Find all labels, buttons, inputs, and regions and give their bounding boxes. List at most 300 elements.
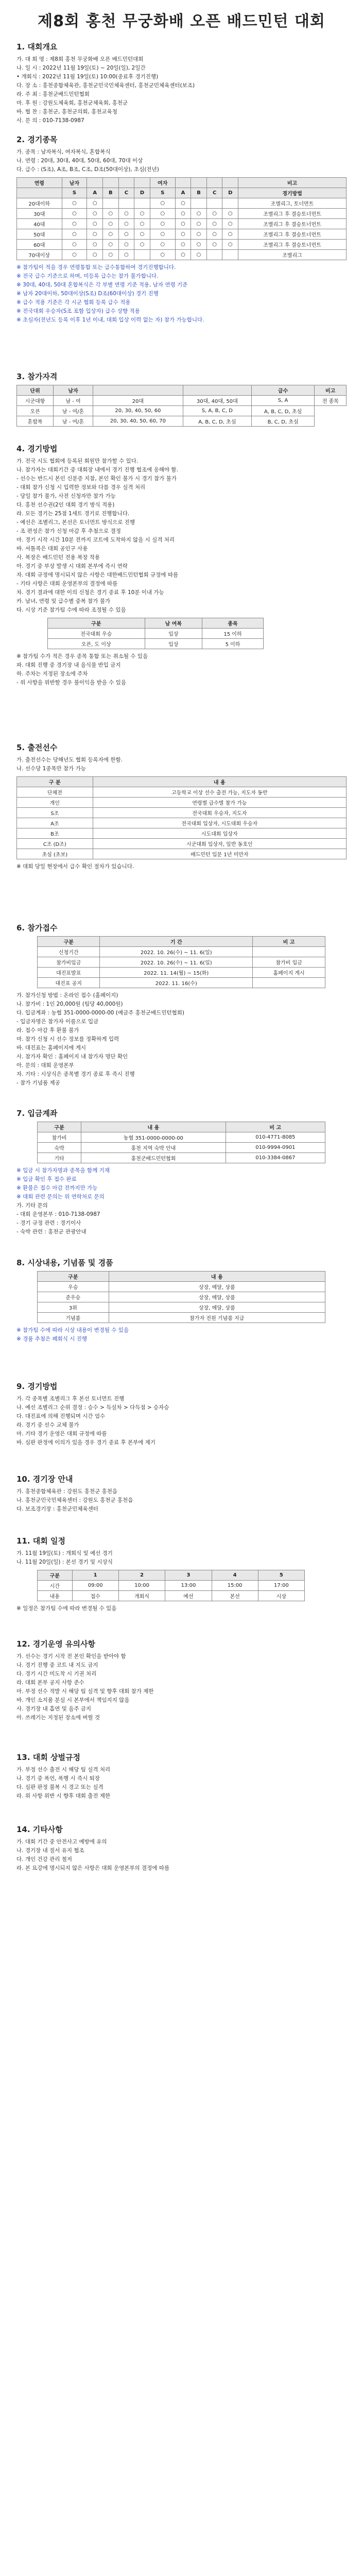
text-line: 마. 참가 신청 시 선수 정보를 정확하게 입력	[16, 1036, 119, 1042]
table-row	[38, 947, 325, 957]
table-cell: S, A	[251, 396, 315, 406]
text-line: 나. 예선 조별리그 순위 결정 : 승수 > 득실차 > 다득점 > 승자승	[16, 1404, 169, 1411]
table-cell: 20, 30, 40, 50, 60	[93, 406, 183, 416]
table-row	[17, 416, 347, 427]
table-cell: 기 간	[100, 937, 253, 947]
table-cell: S	[150, 188, 175, 198]
text-line: 가. 부정 선수 출전 시 해당 팀 실격 처리	[16, 1767, 111, 1773]
table-cell: 개인	[17, 798, 93, 808]
table-cell	[102, 178, 118, 188]
table-cell: A	[87, 188, 103, 198]
table-cell: S조	[17, 808, 93, 818]
text-line: - 기타 사항은 대회 운영본부의 결정에 따름	[16, 581, 118, 587]
table-cell: 내용	[38, 1591, 73, 1601]
text-line: 나. 경기 중 폭언, 폭행 시 즉시 퇴장	[16, 1775, 100, 1782]
text-line: ※ 30대, 40대, 50대 혼합복식은 각 부별 연령 기준 적용, 남자 연령 기준	[16, 282, 188, 288]
text-line: - 입금자명은 참가자 이름으로 입금	[16, 1019, 99, 1025]
section-lines	[16, 55, 347, 125]
table-cell: A	[175, 188, 191, 198]
eligibility-table	[16, 385, 347, 427]
text-line: - 숙박 관련 : 홍천군 관광안내	[16, 1229, 87, 1235]
table-cell: 구분	[38, 1570, 73, 1581]
table-cell: 구분	[38, 1122, 81, 1132]
section-cautions	[16, 1638, 347, 1722]
table-cell	[206, 198, 222, 209]
text-line: ※ 참가팀 수에 따라 시상 내용이 변경될 수 있음	[16, 1327, 129, 1333]
table-cell: 입상	[145, 639, 202, 649]
text-line: ※ 환불은 접수 마감 전까지만 가능	[16, 1185, 98, 1191]
text-line: 나. 참가비 : 1인 20,000원 (팀당 40,000원)	[16, 1001, 123, 1007]
table-cell: ○	[134, 219, 150, 229]
text-line: 바. 협 찬 : 홍천군, 홍천군의회, 홍천교육청	[16, 109, 117, 115]
section-lines	[16, 1652, 347, 1722]
table-cell: 4	[212, 1570, 258, 1581]
table-cell: ○	[206, 209, 222, 219]
section-lines	[16, 1838, 347, 1873]
text-line: 다. 홍천 선수권(2인 대회 경기 방식 적용)	[16, 502, 115, 508]
section-lines	[16, 1766, 347, 1801]
text-line: ※ 초심자(전년도 등록 이후 1년 이내, 대회 입상 이력 없는 자) 참가 가능합니다.	[16, 317, 204, 323]
section-awards	[16, 1257, 347, 1344]
table-cell: ○	[87, 250, 103, 260]
text-line: 가. 전국 시도 협회에 등록된 회원만 참가할 수 있다.	[16, 458, 139, 464]
section-overview	[16, 41, 347, 125]
table-cell: 조별리그	[238, 250, 347, 260]
table-cell: 1	[72, 1570, 118, 1581]
text-line: - 대회 운영본부 : 010-7138-0987	[16, 1211, 100, 1217]
table-cell: 경기방법	[238, 188, 347, 198]
table-cell: ○	[206, 219, 222, 229]
table-cell: 개회식	[118, 1591, 165, 1601]
table-row	[38, 1591, 305, 1601]
table-row	[17, 209, 347, 219]
table-cell: 내 용	[109, 1272, 325, 1282]
table-row	[17, 250, 347, 260]
table-row	[38, 1292, 325, 1302]
table-row	[38, 1282, 325, 1292]
section-lines	[16, 756, 347, 773]
text-line: 파. 대회 진행 중 경기장 내 음식물 반입 금지	[16, 662, 121, 668]
table-cell: ○	[134, 209, 150, 219]
text-line: 라. 위 사항 위반 시 향후 대회 출전 제한	[16, 1793, 111, 1799]
table-row	[17, 229, 347, 240]
table-row	[38, 1302, 325, 1313]
table-cell: ○	[175, 198, 191, 209]
table-cell: 010-4771-8085	[226, 1132, 325, 1143]
section-heading: 5. 출전선수	[16, 743, 58, 752]
table-cell: 시도대회 입상자	[93, 828, 346, 839]
table-cell: 준우승	[38, 1292, 109, 1302]
section-heading: 8. 시상내용, 기념품 및 경품	[16, 1258, 113, 1267]
table-cell: 기타	[38, 1153, 81, 1163]
text-line: 다. 개인 건강 관리 철저	[16, 1856, 72, 1862]
section-heading: 13. 대회 상벌규정	[16, 1753, 80, 1762]
text-line: 가. 종목 : 남자복식, 여자복식, 혼합복식	[16, 149, 111, 155]
text-line: 아. 쓰레기는 지정된 장소에 버릴 것	[16, 1715, 100, 1721]
text-line: 가. 대 회 명 : 제8회 홍천 무궁화배 오픈 배드민턴대회	[16, 56, 144, 62]
table-cell: ○	[150, 198, 175, 209]
table-cell: 비 고	[226, 1122, 325, 1132]
table-cell: ○	[175, 250, 191, 260]
text-line: - 대회 참가 신청 시 입력한 정보와 다를 경우 실격 처리	[16, 484, 146, 490]
table-cell: 20대이하	[17, 198, 62, 209]
table-cell: 남 - 여/혼	[54, 416, 93, 427]
table-cell: ○	[87, 240, 103, 250]
text-line: 나. 연령 : 20대, 30대, 40대, 50대, 60대, 70대 이상	[16, 158, 143, 164]
section-rules	[16, 443, 347, 687]
table-cell: ○	[150, 250, 175, 260]
table-cell	[222, 178, 238, 188]
table-cell: 2022. 11. 14(월) ~ 15(화)	[100, 968, 253, 978]
table-cell: 상장, 메달, 상품	[109, 1282, 325, 1292]
table-cell: 3위	[38, 1302, 109, 1313]
text-line: 가. 출전선수는 당해년도 협회 등록자에 한함.	[16, 757, 123, 763]
table-cell: 시군대회 입상자, 일반 동호인	[93, 839, 346, 849]
table-cell: 2022. 10. 26(수) ~ 11. 6(일)	[100, 957, 253, 968]
table-cell: 남 - 여/혼	[54, 406, 93, 416]
awards-table	[37, 1271, 325, 1323]
table-cell: 참가자 전원 기념품 지급	[109, 1313, 325, 1323]
table-cell: ○	[175, 240, 191, 250]
table-cell: C조 (D조)	[17, 839, 93, 849]
table-cell	[222, 198, 238, 209]
table-cell: 접수	[72, 1591, 118, 1601]
table-cell: 홍천군배드민턴협회	[81, 1153, 226, 1163]
table-cell: ○	[175, 219, 191, 229]
table-row	[38, 1143, 325, 1153]
text-line: - 경기 규정 관련 : 경기이사	[16, 1220, 81, 1226]
section-heading: 9. 경기방법	[16, 1382, 58, 1391]
table-cell: ○	[150, 209, 175, 219]
table-cell	[118, 198, 134, 209]
text-line: 다. 경기 시간 미도착 시 기권 처리	[16, 1671, 97, 1677]
table-cell: ○	[62, 198, 87, 209]
text-line: • 개회식 : 2022년 11월 19일(토) 10:00(종료후 경기진행)	[16, 74, 159, 80]
table-cell: ○	[206, 229, 222, 240]
text-line: - 위 사항을 위반할 경우 불이익을 받을 수 있음	[16, 680, 127, 686]
table-cell: B조	[17, 828, 93, 839]
table-cell: 5 이하	[202, 639, 264, 649]
table-cell	[118, 178, 134, 188]
table-cell: 50대	[17, 229, 62, 240]
table-cell: ○	[134, 240, 150, 250]
table-cell: 참가비 입금	[253, 957, 325, 968]
table-cell: 입상	[145, 629, 202, 639]
table-cell: 조별리그, 토너먼트	[238, 198, 347, 209]
section-heading: 7. 입금계좌	[16, 1109, 58, 1118]
table-row	[17, 406, 347, 416]
table-cell	[93, 385, 183, 396]
table-row	[38, 1153, 325, 1163]
text-line: ※ 급수 적용 기준은 각 시군 협회 등록 급수 적용	[16, 299, 131, 306]
text-line: 다. 심판 판정 불복 시 경고 또는 실격	[16, 1784, 103, 1790]
table-cell	[253, 978, 325, 988]
table-cell: 남자	[54, 385, 93, 396]
table-row	[17, 818, 347, 828]
table-cell: ○	[191, 209, 207, 219]
text-line: 마. 경기 시작 시간 10분 전까지 코트에 도착하지 않을 시 실격 처리	[16, 537, 175, 543]
table-cell: B, C, D, 초심	[251, 416, 315, 427]
text-line: 가. 대회 기간 중 안전사고 예방에 유의	[16, 1839, 107, 1845]
text-line: 라. 대회 본부 공지 사항 준수	[16, 1680, 84, 1686]
table-cell: 종목	[202, 618, 264, 629]
table-cell: ○	[191, 250, 207, 260]
table-cell: ○	[62, 219, 87, 229]
table-cell: 내 용	[93, 777, 346, 787]
table-cell: 여자	[150, 178, 175, 188]
table-cell: 시군대항	[17, 396, 54, 406]
table-row	[38, 937, 325, 947]
section-lines	[16, 1395, 347, 1447]
table-cell: 조별리그 후 결승토너먼트	[238, 209, 347, 219]
table-cell: 17:00	[258, 1581, 304, 1591]
table-cell: 010-9994-0901	[226, 1143, 325, 1153]
table-cell	[134, 198, 150, 209]
text-line: 라. 모든 경기는 25점 1세트 경기로 진행합니다.	[16, 511, 130, 517]
table-row	[38, 1581, 305, 1591]
section-heading: 4. 경기방법	[16, 444, 58, 453]
table-cell	[206, 178, 222, 188]
table-cell: 2	[118, 1570, 165, 1581]
text-line: 다. 보조경기장 : 홍천군민체육센터	[16, 1506, 98, 1512]
table-cell: 남 여복	[145, 618, 202, 629]
section-foot: ※ 대회 당일 현장에서 급수 확인 절차가 있습니다.	[16, 863, 134, 870]
section-heading: 2. 경기종목	[16, 135, 58, 144]
table-cell: C	[206, 188, 222, 198]
table-cell: 전국대회 우승	[48, 629, 145, 639]
section-foot: ※ 일정은 참가팀 수에 따라 변경될 수 있음	[16, 1605, 117, 1612]
text-line: ※ 남자 20대이하, 50대이상(S조) D조(60대이상) 경기 진행	[16, 291, 159, 297]
text-line: 나. 선수당 1종목만 참가 가능	[16, 766, 86, 772]
table-cell: ○	[191, 219, 207, 229]
table-cell: B	[191, 188, 207, 198]
text-line: 사. 문 의 : 010-7138-0987	[16, 117, 84, 124]
table-cell: 구분	[48, 618, 145, 629]
section-players	[16, 742, 347, 871]
table-cell: 70대이상	[17, 250, 62, 260]
text-line: 다. 급수 : (S조), A조, B조, C조, D조(50대이상), 초심(전년)	[16, 166, 159, 173]
table-cell: C	[118, 188, 134, 198]
section-registration	[16, 922, 347, 1088]
table-cell: ○	[175, 209, 191, 219]
table-cell	[191, 178, 207, 188]
table-cell: 홍천 지역 숙박 안내	[81, 1143, 226, 1153]
table-cell: ○	[102, 240, 118, 250]
table-cell: 30대	[17, 209, 62, 219]
table-cell: 구분	[38, 1272, 109, 1282]
text-line: 라. 주 최 : 홍천군배드민턴협회	[16, 91, 90, 97]
text-line: 가. 11월 19일(토) : 개회식 및 예선 경기	[16, 1550, 113, 1556]
table-cell: 010-3384-0867	[226, 1153, 325, 1163]
table-cell: D	[222, 188, 238, 198]
text-line: 가. 홍천종합체육관 : 강원도 홍천군 홍천읍	[16, 1488, 117, 1495]
table-cell: ○	[134, 229, 150, 240]
table-cell: 단위	[17, 385, 54, 396]
table-cell: ○	[118, 209, 134, 219]
table-cell: 대진표발표	[38, 968, 100, 978]
text-line: - 선수는 반드시 본인 신분증 지참, 본인 확인 불가 시 경기 참가 불가	[16, 476, 177, 482]
section-lines	[16, 1549, 347, 1567]
table-row	[17, 798, 347, 808]
table-cell: S	[62, 188, 87, 198]
table-cell: ○	[102, 250, 118, 260]
table-cell	[191, 198, 207, 209]
table-cell: 비 고	[253, 937, 325, 947]
table-cell: 상장, 메달, 상품	[109, 1302, 325, 1313]
table-row	[48, 618, 264, 629]
table-row	[38, 978, 325, 988]
table-cell: 15:00	[212, 1581, 258, 1591]
text-line: 나. 일 시 : 2022년 11월 19일(토) ~ 20일(일), 2일간	[16, 65, 146, 71]
table-cell: 전국대회 입상자, 시도대회 우승자	[93, 818, 346, 828]
text-line: 가. 기타 문의	[16, 1202, 48, 1209]
text-line: - 당일 참가 불가, 사전 신청자만 참가 가능	[16, 493, 116, 499]
table-cell: D	[134, 188, 150, 198]
section-notes	[16, 652, 347, 687]
table-cell: ○	[118, 250, 134, 260]
table-cell: 농협 351-0000-0000-00	[81, 1132, 226, 1143]
table-cell: 3	[165, 1570, 212, 1581]
table-cell: 20대	[93, 396, 183, 406]
text-line: 나. 참가자는 대회기간 중 대회장 내에서 경기 진행 협조에 응해야 함.	[16, 467, 178, 473]
table-cell: S, A, B, C, D	[183, 406, 251, 416]
table-row	[38, 1132, 325, 1143]
section-method	[16, 1381, 347, 1447]
table-cell: 5	[258, 1570, 304, 1581]
text-line: ※ 입금 시 참가자명과 종목을 함께 기재	[16, 1167, 110, 1174]
section-heading: 11. 대회 일정	[16, 1536, 65, 1546]
table-cell: 우승	[38, 1282, 109, 1292]
table-cell: 조별리그 후 결승토너먼트	[238, 240, 347, 250]
table-cell: 남 - 여	[54, 396, 93, 406]
text-line: 카. 남녀, 연령 및 급수별 중복 참가 불가	[16, 598, 111, 604]
text-line: 바. 개인 소지품 분실 시 본부에서 책임지지 않음	[16, 1697, 130, 1703]
table-cell	[17, 188, 62, 198]
section-notes	[16, 263, 347, 325]
table-cell: ○	[222, 219, 238, 229]
table-cell: 시간	[38, 1581, 73, 1591]
players-table	[16, 776, 347, 859]
table-cell: 내 용	[81, 1122, 226, 1132]
table-cell	[87, 178, 103, 188]
table-cell: 숙박	[38, 1143, 81, 1153]
text-line: 다. 입금계좌 : 농협 351-0000-0000-00 (예금주 홍천군배드민턴협회)	[16, 1010, 185, 1016]
table-row	[17, 396, 347, 406]
text-line: 자. 기타 : 시상식은 종목별 경기 종료 후 즉시 진행	[16, 1071, 135, 1077]
table-cell: 2022. 11. 16(수)	[100, 978, 253, 988]
table-row	[48, 629, 264, 639]
table-cell: 고등학교 이상 선수 출전 가능, 지도자 동반	[93, 787, 346, 798]
table-cell: 60대	[17, 240, 62, 250]
table-cell: ○	[222, 229, 238, 240]
section-discipline	[16, 1752, 347, 1801]
section-schedule	[16, 1535, 347, 1613]
table-cell: B	[102, 188, 118, 198]
table-row	[38, 1122, 325, 1132]
table-cell: ○	[150, 219, 175, 229]
text-line: 라. 접수 마감 후 환불 불가	[16, 1027, 79, 1033]
text-line: 나. 경기 진행 중 코트 내 지도 금지	[16, 1662, 98, 1668]
table-cell: 2022. 10. 26(수) ~ 11. 6(일)	[100, 947, 253, 957]
text-line: 바. 대진표는 홈페이지에 게시	[16, 1045, 87, 1051]
table-cell: ○	[87, 198, 103, 209]
table-row	[17, 839, 347, 849]
table-cell: ○	[118, 229, 134, 240]
table-cell: 참가비	[38, 1132, 81, 1143]
table-cell: 홈페이지 게시	[253, 968, 325, 978]
table-cell: 본선	[212, 1591, 258, 1601]
table-cell: 신청기간	[38, 947, 100, 957]
section-lines	[16, 457, 347, 615]
table-cell: ○	[175, 229, 191, 240]
table-cell	[134, 250, 150, 260]
table-cell	[253, 947, 325, 957]
text-line: 사. 경기장 내 흡연 및 음주 금지	[16, 1706, 92, 1712]
section-lines	[16, 991, 347, 1088]
table-cell: 남자	[62, 178, 87, 188]
text-line: 라. 본 요강에 명시되지 않은 사항은 대회 운영본부의 결정에 따름	[16, 1865, 170, 1871]
section-lines	[16, 1487, 347, 1514]
table-cell	[175, 178, 191, 188]
text-line: 사. 참가자 확인 : 홈페이지 내 참가자 명단 확인	[16, 1054, 128, 1060]
table-row	[17, 828, 347, 839]
table-cell: 구분	[38, 937, 100, 947]
table-cell: ○	[191, 229, 207, 240]
table-cell: ○	[222, 209, 238, 219]
table-cell: 비고	[315, 385, 347, 396]
text-line: 타. 시상 기준 참가팀 수에 따라 조정될 수 있음	[16, 607, 126, 613]
section-lines	[16, 1166, 347, 1236]
table-cell: ○	[118, 219, 134, 229]
table-cell	[183, 385, 251, 396]
section-misc	[16, 1824, 347, 1873]
text-line: ※ 경품 추첨은 폐회식 시 진행	[16, 1336, 88, 1342]
table-cell: ○	[62, 240, 87, 250]
table-cell: 연령	[17, 178, 62, 188]
table-cell: 15 이하	[202, 629, 264, 639]
text-line: 가. 각 종목별 조별리그 후 본선 토너먼트 진행	[16, 1396, 125, 1402]
text-line: 가. 선수는 경기 시작 전 본인 확인을 받아야 함	[16, 1653, 126, 1659]
section-lines	[16, 148, 347, 174]
table-row	[38, 1272, 325, 1282]
table-row	[17, 385, 347, 396]
table-row	[38, 1570, 305, 1581]
table-row	[38, 1313, 325, 1323]
table-row	[17, 178, 347, 188]
table-cell: 급수	[251, 385, 315, 396]
table-cell: 조별리그 후 결승토너먼트	[238, 219, 347, 229]
table-cell: ○	[102, 209, 118, 219]
table-cell: ○	[62, 209, 87, 219]
text-line: ※ 전국대회 우승자(S조 포함 입상자) 급수 상향 적용	[16, 308, 140, 314]
text-line: 아. 문의 : 대회 운영본부	[16, 1062, 74, 1069]
table-cell: A조	[17, 818, 93, 828]
events-table	[16, 177, 347, 260]
table-cell: 비고	[238, 178, 347, 188]
table-cell: 전국대회 우승자, 지도자	[93, 808, 346, 818]
table-cell: 시상	[258, 1591, 304, 1601]
text-line: 하. 주차는 지정된 장소에 주차	[16, 671, 88, 677]
text-line: - 참가 기념품 제공	[16, 1080, 60, 1086]
section-heading: 14. 기타사항	[16, 1825, 63, 1834]
table-cell: 단체전	[17, 787, 93, 798]
table-cell	[134, 178, 150, 188]
registration-table	[37, 936, 325, 988]
text-line: 바. 셔틀콕은 대회 공인구 사용	[16, 546, 88, 552]
text-line: ※ 전국 급수 기준으로 하며, 미등록 급수는 참가 불가합니다.	[16, 273, 159, 279]
table-cell: A, B, C, D, 초심	[251, 406, 315, 416]
text-line: ※ 참가팀 수가 적은 경우 종목 통합 또는 취소될 수 있음	[16, 653, 148, 659]
